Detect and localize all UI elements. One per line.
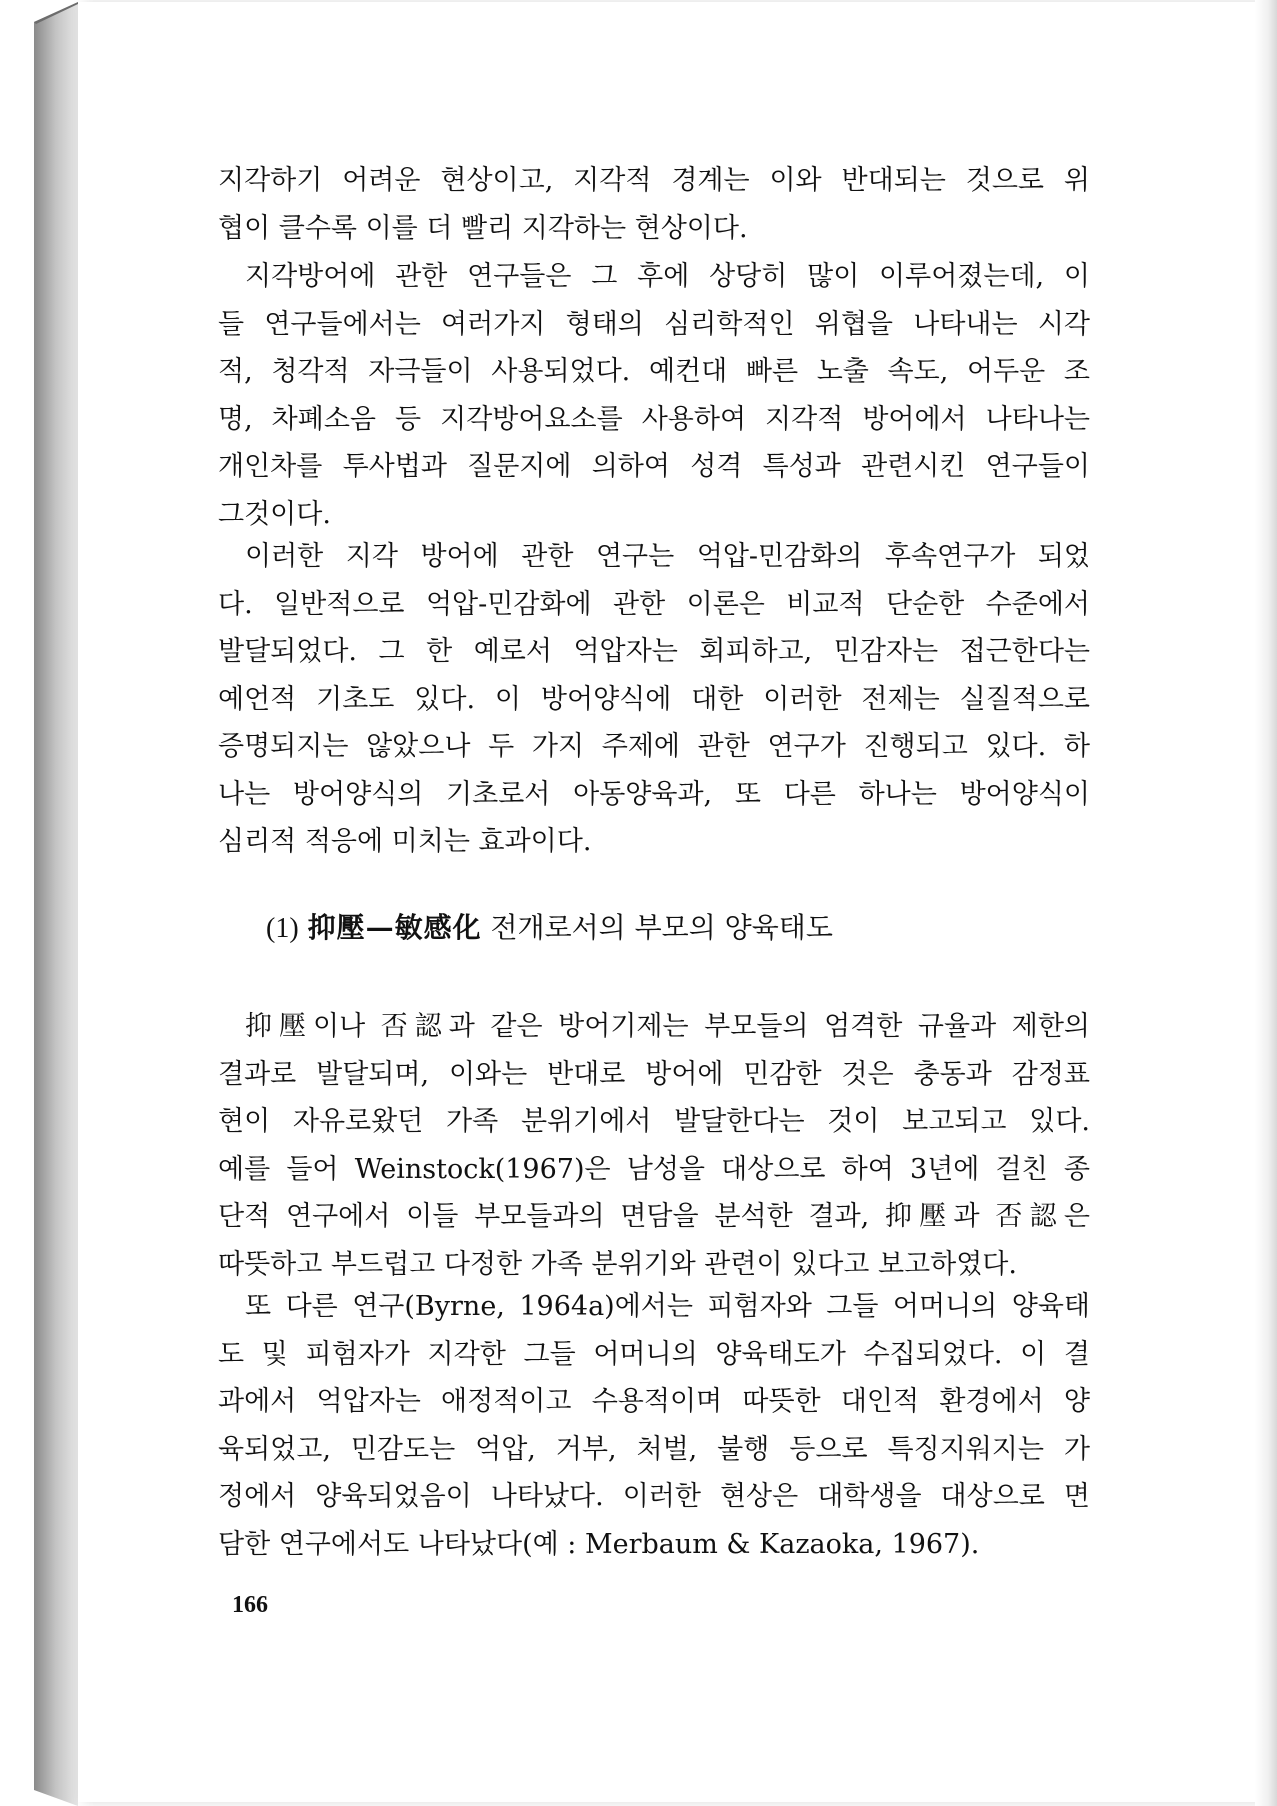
text-line: 지각하기 어려운 현상이고, 지각적 경계는 이와 반대되는 것으로 위: [218, 165, 1090, 196]
text-line: 담한 연구에서도 나타났다(예 : Merbaum & Kazaoka, 1967).: [218, 1528, 980, 1560]
section-title-korean: 전개로서의 부모의 양육태도: [490, 911, 833, 944]
text-line: 다. 일반적으로 억압-민감화에 관한 이론은 비교적 단순한 수준에서: [218, 588, 1090, 620]
book-spine: [0, 0, 80, 1806]
text-line: 이러한 지각 방어에 관한 연구는 억압-민감화의 후속연구가 되었: [245, 541, 1090, 572]
text-line: 예를 들어 Weinstock(1967)은 남성을 대상으로 하여 3년에 걸친 종: [218, 1153, 1090, 1185]
paragraph-defense-mechanisms: [218, 1003, 1090, 1288]
section-heading: [266, 906, 833, 946]
text-line: 증명되지는 않았으나 두 가지 주제에 관한 연구가 진행되고 있다. 하: [218, 731, 1090, 762]
text-line: 개인차를 투사법과 질문지에 의하여 성격 특성과 관련시킨 연구들이: [218, 451, 1090, 482]
section-number: (1): [266, 913, 299, 944]
text-line: 예언적 기초도 있다. 이 방어양식에 대한 이러한 전제는 실질적으로: [218, 683, 1090, 715]
text-line: 또 다른 연구(Byrne, 1964a)에서는 피험자와 그들 어머니의 양육태: [245, 1291, 1090, 1322]
text-line: 도 및 피험자가 지각한 그들 어머니의 양육태도가 수집되었다. 이 결: [218, 1338, 1090, 1370]
text-line: 과에서 억압자는 애정적이고 수용적이며 따뜻한 대인적 환경에서 양: [218, 1386, 1090, 1417]
text-line: 나는 방어양식의 기초로서 아동양육과, 또 다른 하나는 방어양식이: [218, 778, 1090, 810]
text-line: 적, 청각적 자극들이 사용되었다. 예컨대 빠른 노출 속도, 어두운 조: [218, 356, 1090, 387]
paragraph-continuation: [218, 157, 1090, 252]
paragraph-repression-sensitization: [218, 533, 1090, 866]
text-line: 단적 연구에서 이들 부모들과의 면담을 분석한 결과, 抑壓과 否認은: [218, 1201, 1090, 1232]
text-line: 협이 클수록 이를 더 빨리 지각하는 현상이다.: [218, 212, 748, 244]
page-number: 166: [232, 1592, 268, 1618]
paragraph-perceptual-defense-research: [218, 253, 1090, 538]
text-line: 抑壓이나 否認과 같은 방어기제는 부모들의 엄격한 규율과 제한의: [245, 1011, 1090, 1042]
text-line: 명, 차폐소음 등 지각방어요소를 사용하여 지각적 방어에서 나타나는: [218, 403, 1090, 435]
section-title-hanja: 抑壓—敏感化: [307, 911, 482, 944]
paragraph-byrne-study: [218, 1283, 1090, 1568]
text-line: 따뜻하고 부드럽고 다정한 가족 분위기와 관련이 있다고 보고하였다.: [218, 1248, 1017, 1280]
text-line: 심리적 적응에 미치는 효과이다.: [218, 826, 592, 857]
text-line: 결과로 발달되며, 이와는 반대로 방어에 민감한 것은 충동과 감정표: [218, 1058, 1090, 1090]
text-line: 현이 자유로왔던 가족 분위기에서 발달한다는 것이 보고되고 있다.: [218, 1106, 1090, 1137]
page-edge: [1255, 0, 1277, 1806]
text-line: 들 연구들에서는 여러가지 형태의 심리학적인 위협을 나타내는 시각: [218, 308, 1090, 340]
text-line: 육되었고, 민감도는 억압, 거부, 처벌, 불행 등으로 특징지워지는 가: [218, 1433, 1090, 1465]
text-line: 그것이다.: [218, 498, 331, 530]
text-line: 정에서 양육되었음이 나타났다. 이러한 현상은 대학생을 대상으로 면: [218, 1481, 1090, 1512]
text-line: 지각방어에 관한 연구들은 그 후에 상당히 많이 이루어졌는데, 이: [245, 261, 1090, 292]
text-line: 발달되었다. 그 한 예로서 억압자는 회피하고, 민감자는 접근한다는: [218, 636, 1090, 667]
